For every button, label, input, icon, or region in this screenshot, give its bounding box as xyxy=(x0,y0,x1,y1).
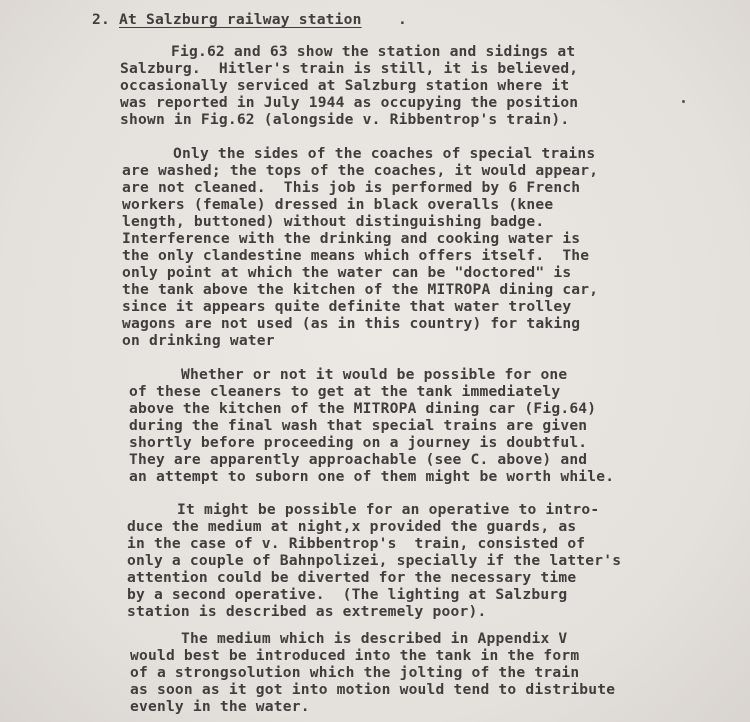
paragraph-line: above the kitchen of the MITROPA dining car (Fig.64) xyxy=(129,400,597,417)
paragraph-line: the tank above the kitchen of the MITROPA dining car, xyxy=(122,281,599,298)
paragraph-line: Only the sides of the coaches of special trains xyxy=(173,145,596,162)
paragraph-line: would best be introduced into the tank in the form xyxy=(130,647,580,664)
paragraph-line: since it appears quite definite that water trolley xyxy=(122,298,572,315)
paragraph-line: occasionally serviced at Salzburg station where it xyxy=(120,77,570,94)
paragraph-line: in the case of v. Ribbentrop's train, consisted of xyxy=(127,535,586,552)
paragraph-line: Salzburg. Hitler's train is still, it is believed, xyxy=(120,60,579,77)
paragraph-line: Whether or not it would be possible for one xyxy=(181,366,568,383)
paragraph-line: Fig.62 and 63 show the station and sidings at xyxy=(171,43,576,60)
paragraph-line: evenly in the water. xyxy=(130,698,310,715)
section-number: 2. xyxy=(92,11,110,28)
paragraph-line: during the final wash that special trains are given xyxy=(129,417,588,434)
paragraph-line: the only clandestine means which offers itself. The xyxy=(122,247,590,264)
paragraph-line: wagons are not used (as in this country) for taking xyxy=(122,315,581,332)
paragraph-line: The medium which is described in Appendix V xyxy=(181,630,568,647)
paragraph-line: are washed; the tops of the coaches, it would appear, xyxy=(122,162,599,179)
paragraph-line: duce the medium at night,x provided the guards, as xyxy=(127,518,577,535)
paragraph-line: are not cleaned. This job is performed by 6 French xyxy=(122,179,581,196)
paragraph-line: shown in Fig.62 (alongside v. Ribbentrop's train). xyxy=(120,111,570,128)
paragraph-line: of these cleaners to get at the tank immediately xyxy=(129,383,561,400)
paragraph-line: Interference with the drinking and cooking water is xyxy=(122,230,581,247)
paragraph-line: station is described as extremely poor). xyxy=(127,603,487,620)
section-title: At Salzburg railway station xyxy=(119,11,362,28)
paragraph-line: only point at which the water can be "doctored" is xyxy=(122,264,572,281)
paragraph-line: length, buttoned) without distinguishing badge. xyxy=(122,213,545,230)
paragraph-line: was reported in July 1944 as occupying the position xyxy=(120,94,579,111)
paragraph-line: shortly before proceeding on a journey is doubtful. xyxy=(129,434,588,451)
paragraph-line: by a second operative. (The lighting at Salzburg xyxy=(127,586,568,603)
section-title-period: . xyxy=(398,11,407,28)
paragraph-line: workers (female) dressed in black overalls (knee xyxy=(122,196,554,213)
paragraph-line: of a strongsolution which the jolting of the train xyxy=(130,664,580,681)
paragraph-line: as soon as it got into motion would tend to distribute xyxy=(130,681,616,698)
paragraph-line: an attempt to suborn one of them might be worth while. xyxy=(129,468,615,485)
paragraph-line: attention could be diverted for the necessary time xyxy=(127,569,577,586)
paragraph-line: They are apparently approachable (see C. above) and xyxy=(129,451,588,468)
paragraph-line: It might be possible for an operative to intro- xyxy=(177,501,600,518)
ink-speck xyxy=(682,100,685,103)
paragraph-line: only a couple of Bahnpolizei, specially if the latter's xyxy=(127,552,622,569)
paragraph-line: on drinking water xyxy=(122,332,275,349)
